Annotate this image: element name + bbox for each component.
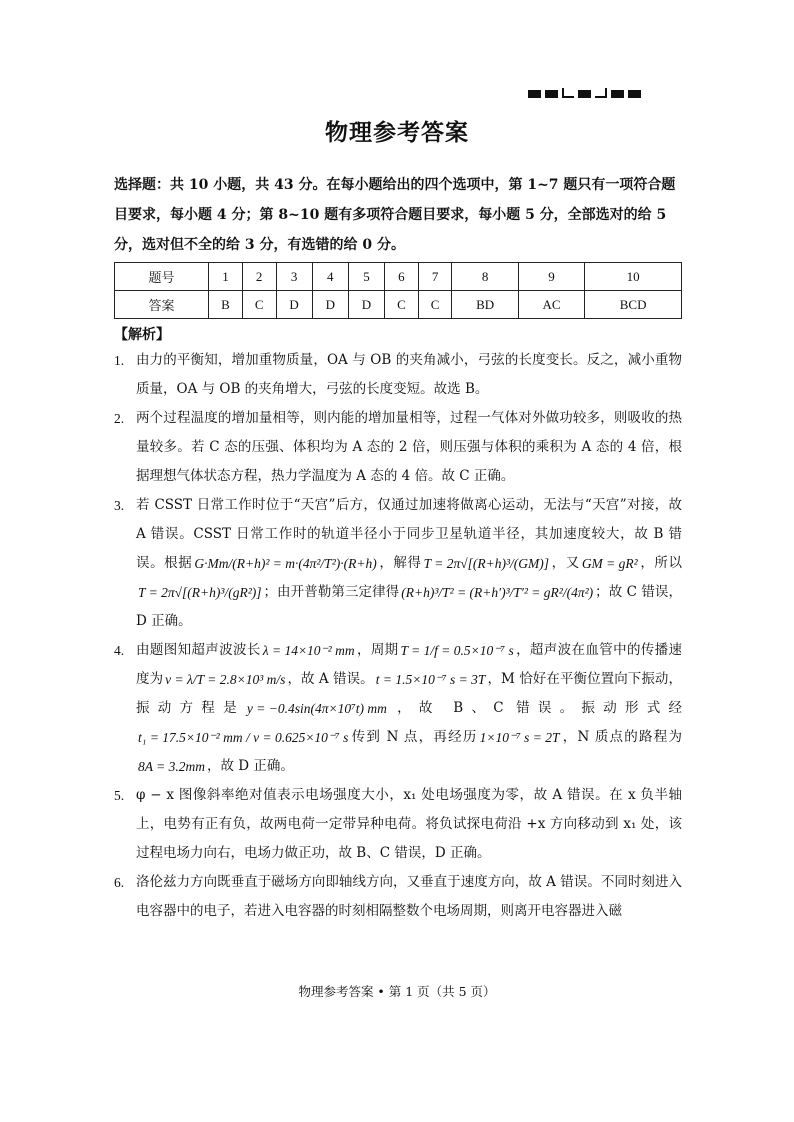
answer-row: [115, 291, 682, 319]
equation: λ = 14×10⁻² mm: [262, 642, 355, 658]
answer-cell: BCD: [585, 291, 682, 319]
item-text: ，故 A 错误。: [287, 671, 374, 687]
analysis-item-3: [114, 491, 682, 636]
item-text: ，又: [551, 555, 580, 571]
equation: T = 2π√[(R+h)³/(gR²)]: [138, 584, 262, 600]
item-text: ，故 D 正确。: [207, 758, 294, 774]
question-number: 7: [418, 263, 452, 291]
answer-cell: D: [276, 291, 312, 319]
answer-cell: AC: [518, 291, 584, 319]
answer-cell: C: [242, 291, 276, 319]
equation: t₁ = 17.5×10⁻² mm / v = 0.625×10⁻⁷ s: [138, 729, 349, 745]
equation: T = 2π√[(R+h)³/(GM)]: [423, 555, 550, 571]
item-text: ，M 恰好在平衡位置向下振动，振动方程是: [136, 671, 682, 716]
corner-bracket-left: [562, 88, 574, 98]
answer-cell: B: [209, 291, 243, 319]
equation: t = 1.5×10⁻⁷ s = 3T: [375, 671, 486, 687]
item-text: 由题图知超声波波长: [136, 642, 261, 658]
item-text: ，所以: [639, 555, 682, 571]
answer-cell: C: [418, 291, 452, 319]
question-number: 4: [312, 263, 348, 291]
question-number: 1: [209, 263, 243, 291]
equation: T = 1/f = 0.5×10⁻⁷ s: [400, 642, 514, 658]
corner-block: [628, 90, 641, 98]
item-number: 1.: [114, 353, 125, 368]
analysis-heading: 【解析】: [114, 327, 170, 343]
answer-cell: C: [385, 291, 419, 319]
answer-table: [114, 262, 682, 319]
item-text: ；由开普勒第三定律得: [263, 584, 400, 600]
question-number: 8: [452, 263, 518, 291]
item-text: ；故 C 错误，D 正确。: [136, 584, 682, 629]
item-text: 由力的平衡知，增加重物质量，OA 与 OB 的夹角减小，弓弦的长度变长。反之，减小重物质量，OA 与 OB 的夹角增大，弓弦的长度变短。故选 B。: [136, 352, 682, 397]
item-number: 3.: [114, 498, 125, 513]
question-number: 10: [585, 263, 682, 291]
item-text: ，解得: [378, 555, 422, 571]
item-text: 传到 N 点，再经历: [350, 729, 478, 745]
item-text: ，超声波在血管中的传播速度为: [136, 642, 683, 687]
corner-bracket-right: [595, 88, 607, 98]
equation: (R+h)³/T² = (R+h′)³/T′² = gR²/(4π²): [401, 584, 594, 600]
analysis-list: [114, 346, 682, 926]
equation: 8A = 3.2mm: [138, 758, 205, 774]
item-text: 两个过程温度的增加量相等，则内能的增加量相等，过程一气体对外做功较多，则吸收的热量较多。若 C 态的压强、体积均为 A 态的 2 倍，则压强与体积的乘积为 A 态的 4 倍，根据理想气体状态方程，热力学温度为 A 态的 4 倍。故 C 正确。: [136, 410, 682, 484]
question-number: 6: [385, 263, 419, 291]
row-header-question: 题号: [115, 263, 209, 291]
item-text: ，故 B、C 错误。振动形式经: [388, 700, 682, 716]
equation: v = λ/T = 2.8×10³ m/s: [165, 671, 286, 687]
question-number: 3: [276, 263, 312, 291]
item-text: ，N 质点的路程为: [561, 729, 682, 745]
equation: GM = gR²: [581, 555, 638, 571]
question-row: [115, 263, 682, 291]
analysis-item-5: [114, 781, 682, 868]
question-number: 2: [242, 263, 276, 291]
page-footer: 物理参考答案 • 第 1 页（共 5 页）: [298, 984, 496, 999]
analysis-item-2: [114, 404, 682, 491]
corner-block: [545, 90, 558, 98]
item-text: 若 CSST 日常工作时位于“天宫”后方，仅通过加速将做离心运动，无法与“天宫”对接，故 A 错误。CSST 日常工作时的轨道半径小于同步卫星轨道半径，其加速度较大，故 B 错误。根据: [136, 497, 682, 571]
row-header-answer: 答案: [115, 291, 209, 319]
question-number: 9: [518, 263, 584, 291]
corner-block: [578, 90, 591, 98]
answer-cell: D: [348, 291, 384, 319]
answer-cell: D: [312, 291, 348, 319]
equation: 1×10⁻⁷ s = 2T: [479, 729, 560, 745]
corner-mark: [528, 88, 641, 98]
item-number: 2.: [114, 411, 125, 426]
item-number: 4.: [114, 643, 125, 658]
page-title: 物理参考答案: [325, 119, 469, 146]
equation: G·Mm/(R+h)² = m·(4π²/T²)·(R+h): [194, 555, 377, 571]
analysis-item-1: [114, 346, 682, 404]
analysis-item-4: [114, 636, 682, 781]
corner-block: [528, 90, 541, 98]
question-number: 5: [348, 263, 384, 291]
item-text: φ − x 图像斜率绝对值表示电场强度大小，x₁ 处电场强度为零，故 A 错误。在 x 负半轴上，电势有正有负，故两电荷一定带异种电荷。将负试探电荷沿 +x 方向移动到 x₁ 处，该过程电场力向右，电场力做正功，故 B、C 错误，D 正确。: [136, 787, 682, 861]
answer-cell: BD: [452, 291, 518, 319]
item-text: 洛伦兹力方向既垂直于磁场方向即轴线方向，又垂直于速度方向，故 A 错误。不同时刻进入电容器中的电子，若进入电容器的时刻相隔整数个电场周期，则离开电容器进入磁: [136, 874, 682, 919]
equation: y = −0.4sin(4π×10⁷t) mm: [246, 700, 387, 716]
corner-block: [611, 90, 624, 98]
item-number: 6.: [114, 875, 125, 890]
item-number: 5.: [114, 788, 125, 803]
item-text: ，周期: [356, 642, 399, 658]
intro-paragraph: 选择题：共 10 小题，共 43 分。在每小题给出的四个选项中，第 1~7 题只有一项符合题目要求，每小题 4 分；第 8~10 题有多项符合题目要求，每小题 5 分，全部选对的给 5 分，选对但不全的给 3 分，有选错的给 0 分。: [114, 177, 676, 253]
analysis-item-6: [114, 868, 682, 926]
